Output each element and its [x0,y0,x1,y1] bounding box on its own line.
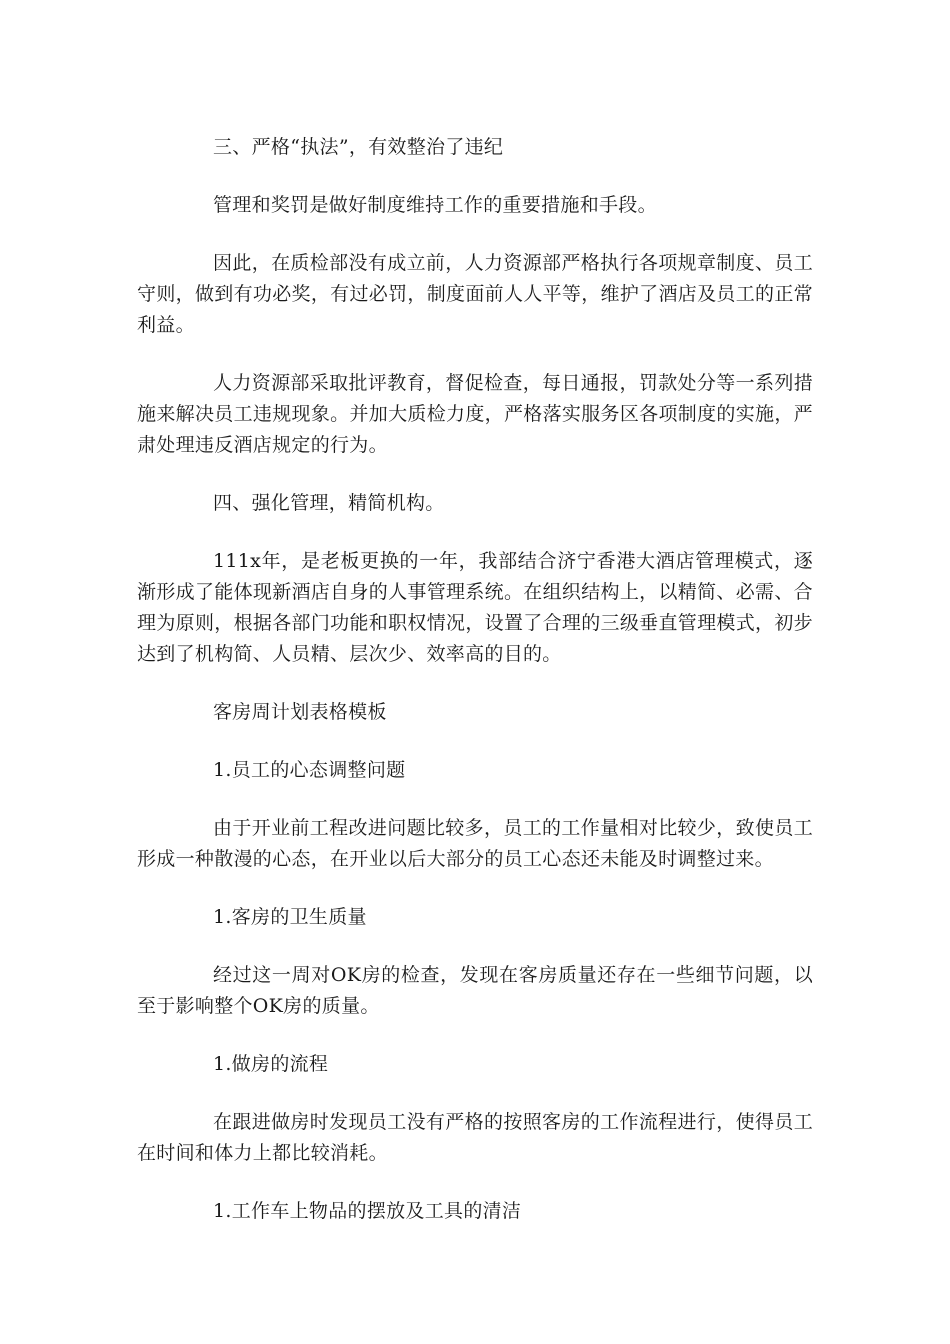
template-title: 客房周计划表格模板 [213,701,387,723]
section-heading-4: 四、强化管理，精简机构。 [213,492,445,514]
document-body [137,132,813,1254]
paragraph: 因此，在质检部没有成立前，人力资源部严格执行各项规章制度、员工守则，做到有功必奖，有过必罚，制度面前人人平等，维护了酒店及员工的正常利益。 [137,252,813,336]
list-item-heading: 1.工作车上物品的摆放及工具的清洁 [213,1200,522,1222]
paragraph: 管理和奖罚是做好制度维持工作的重要措施和手段。 [213,194,657,216]
paragraph: 由于开业前工程改进问题比较多，员工的工作量相对比较少，致使员工形成一种散漫的心态，在开业以后大部分的员工心态还未能及时调整过来。 [137,817,813,870]
section-heading-3: 三、严格“执法”，有效整治了违纪 [213,136,504,158]
paragraph: 人力资源部采取批评教育，督促检查，每日通报，罚款处分等一系列措施来解决员工违规现象。并加大质检力度，严格落实服务区各项制度的实施，严肃处理违反酒店规定的行为。 [137,372,813,456]
list-item-heading: 1.做房的流程 [213,1053,329,1075]
list-item-heading: 1.员工的心态调整问题 [213,759,406,781]
paragraph: 111x年，是老板更换的一年，我部结合济宁香港大酒店管理模式，逐渐形成了能体现新酒店自身的人事管理系统。在组织结构上，以精简、必需、合理为原则，根据各部门功能和职权情况，设置了合理的三级垂直管理模式，初步达到了机构简、人员精、层次少、效率高的目的。 [137,550,813,665]
list-item-heading: 1.客房的卫生质量 [213,906,367,928]
paragraph: 经过这一周对OK房的检查，发现在客房质量还存在一些细节问题，以至于影响整个OK房的质量。 [137,964,813,1017]
paragraph: 在跟进做房时发现员工没有严格的按照客房的工作流程进行，使得员工在时间和体力上都比较消耗。 [137,1111,813,1164]
